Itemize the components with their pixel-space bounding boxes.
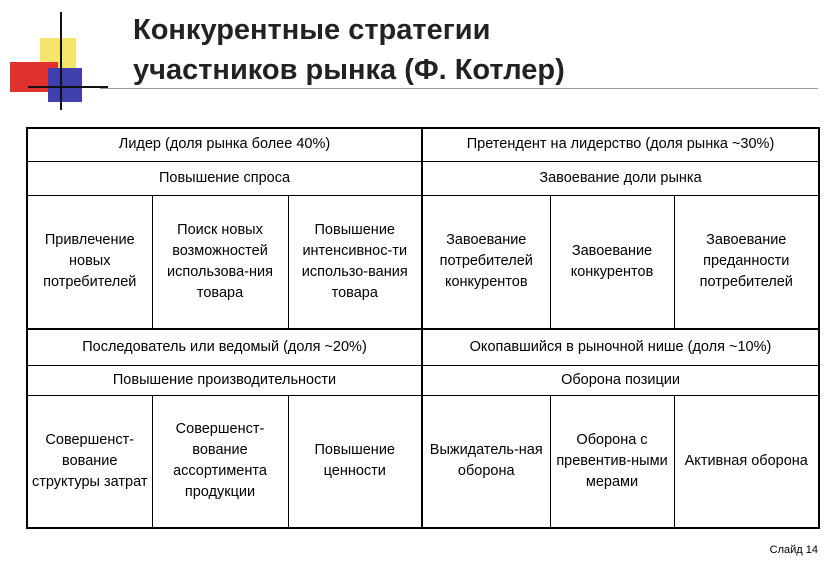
follower-item: Повышение ценности xyxy=(288,395,422,528)
challenger-item: Завоевание потребителей конкурентов xyxy=(422,195,550,329)
nicher-item: Оборона с превентив-ными мерами xyxy=(550,395,674,528)
leader-item: Поиск новых возможностей использова-ния товара xyxy=(152,195,288,329)
challenger-item: Завоевание конкурентов xyxy=(550,195,674,329)
slide-number: Слайд 14 xyxy=(769,544,818,556)
nicher-item: Активная оборона xyxy=(674,395,819,528)
challenger-header: Претендент на лидерство (доля рынка ~30%) xyxy=(422,128,819,161)
page-title xyxy=(133,10,565,90)
follower-item: Совершенст-вование ассортимента продукции xyxy=(152,395,288,528)
follower-item: Совершенст-вование структуры затрат xyxy=(27,395,152,528)
nicher-strategy: Оборона позиции xyxy=(422,365,819,395)
decorative-logo xyxy=(0,0,110,115)
leader-header: Лидер (доля рынка более 40%) xyxy=(27,128,422,161)
title-line-2: участников рынка (Ф. Котлер) xyxy=(133,54,565,86)
nicher-item: Выжидатель-ная оборона xyxy=(422,395,550,528)
follower-header: Последователь или ведомый (доля ~20%) xyxy=(27,329,422,365)
leader-item: Повышение интенсивнос-ти использо-вания товара xyxy=(288,195,422,329)
leader-strategy: Повышение спроса xyxy=(27,161,422,195)
nicher-header: Окопавшийся в рыночной нише (доля ~10%) xyxy=(422,329,819,365)
deco-horizontal-line xyxy=(28,86,108,88)
title-divider xyxy=(100,88,818,89)
deco-vertical-line xyxy=(60,12,62,110)
leader-item: Привлечение новых потребителей xyxy=(27,195,152,329)
follower-strategy: Повышение производительности xyxy=(27,365,422,395)
challenger-item: Завоевание преданности потребителей xyxy=(674,195,819,329)
challenger-strategy: Завоевание доли рынка xyxy=(422,161,819,195)
strategy-table xyxy=(26,127,820,529)
title-line-1: Конкурентные стратегии xyxy=(133,14,491,46)
deco-blue-square xyxy=(48,68,82,102)
